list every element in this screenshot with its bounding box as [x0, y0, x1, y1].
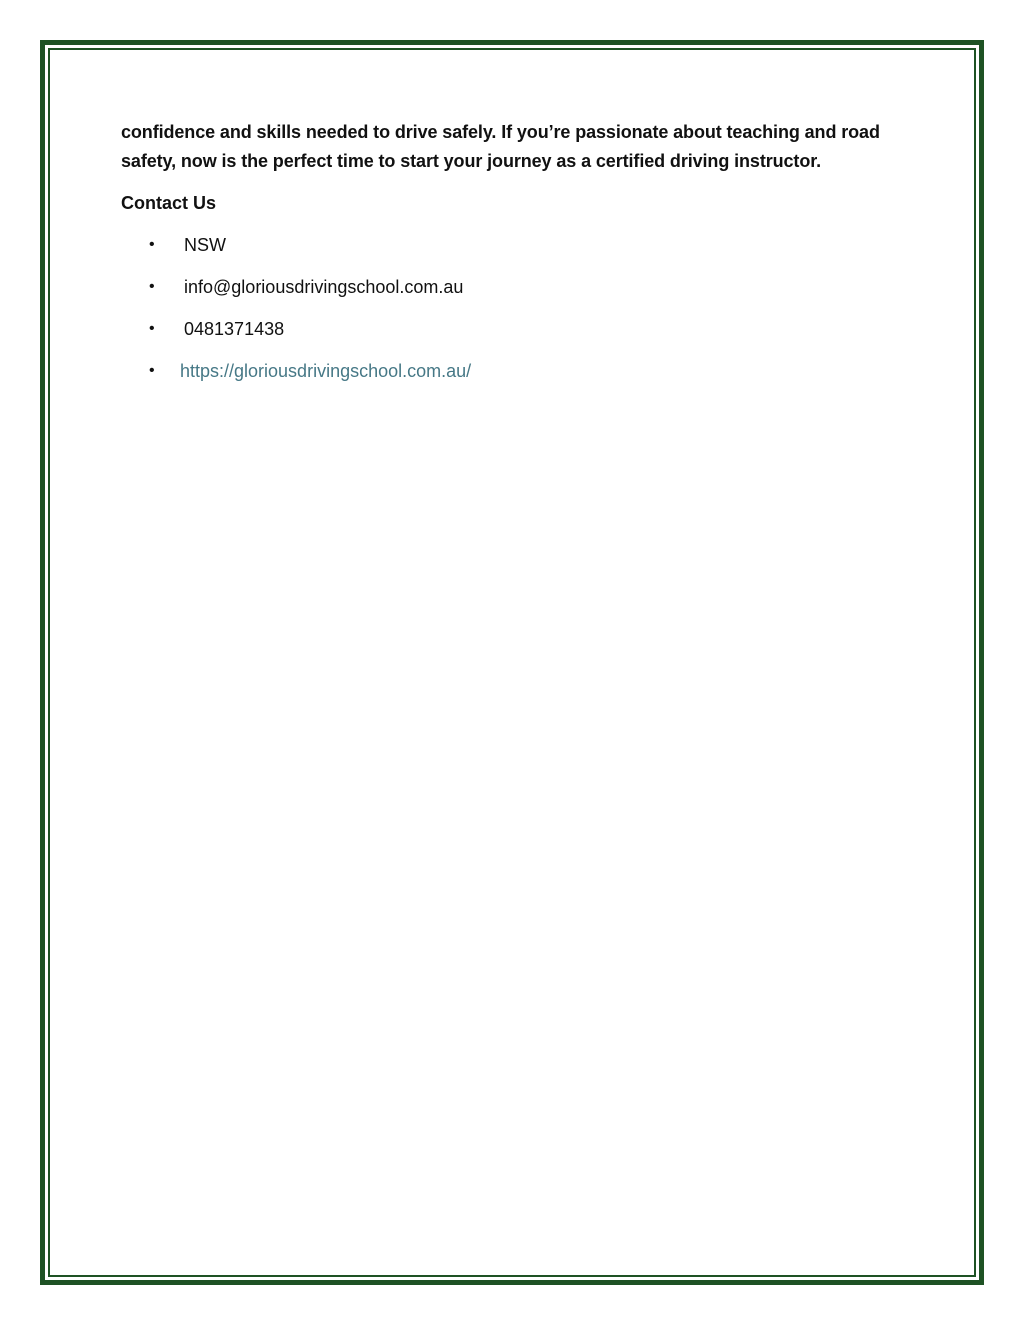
contact-location: NSW: [184, 235, 226, 255]
contact-item-email: [121, 273, 901, 315]
contact-email: info@gloriousdrivingschool.com.au: [184, 277, 464, 297]
bullet-icon: •: [149, 362, 155, 379]
website-link[interactable]: https://gloriousdrivingschool.com.au/: [180, 361, 472, 381]
contact-heading: Contact Us: [121, 193, 217, 213]
contact-phone: 0481371438: [184, 319, 285, 339]
contact-item-location: [121, 231, 901, 273]
bullet-icon: •: [149, 236, 155, 253]
contact-item-website: [121, 357, 901, 399]
intro-paragraph: confidence and skills needed to drive safely. If you’re passionate about teaching and road safety, now is the perfect time to start your journey as a certified driving instructor.: [121, 122, 880, 171]
bullet-icon: •: [149, 278, 155, 295]
contact-list: [121, 231, 901, 399]
bullet-icon: •: [149, 320, 155, 337]
contact-item-phone: [121, 315, 901, 357]
document-content: [121, 118, 901, 399]
